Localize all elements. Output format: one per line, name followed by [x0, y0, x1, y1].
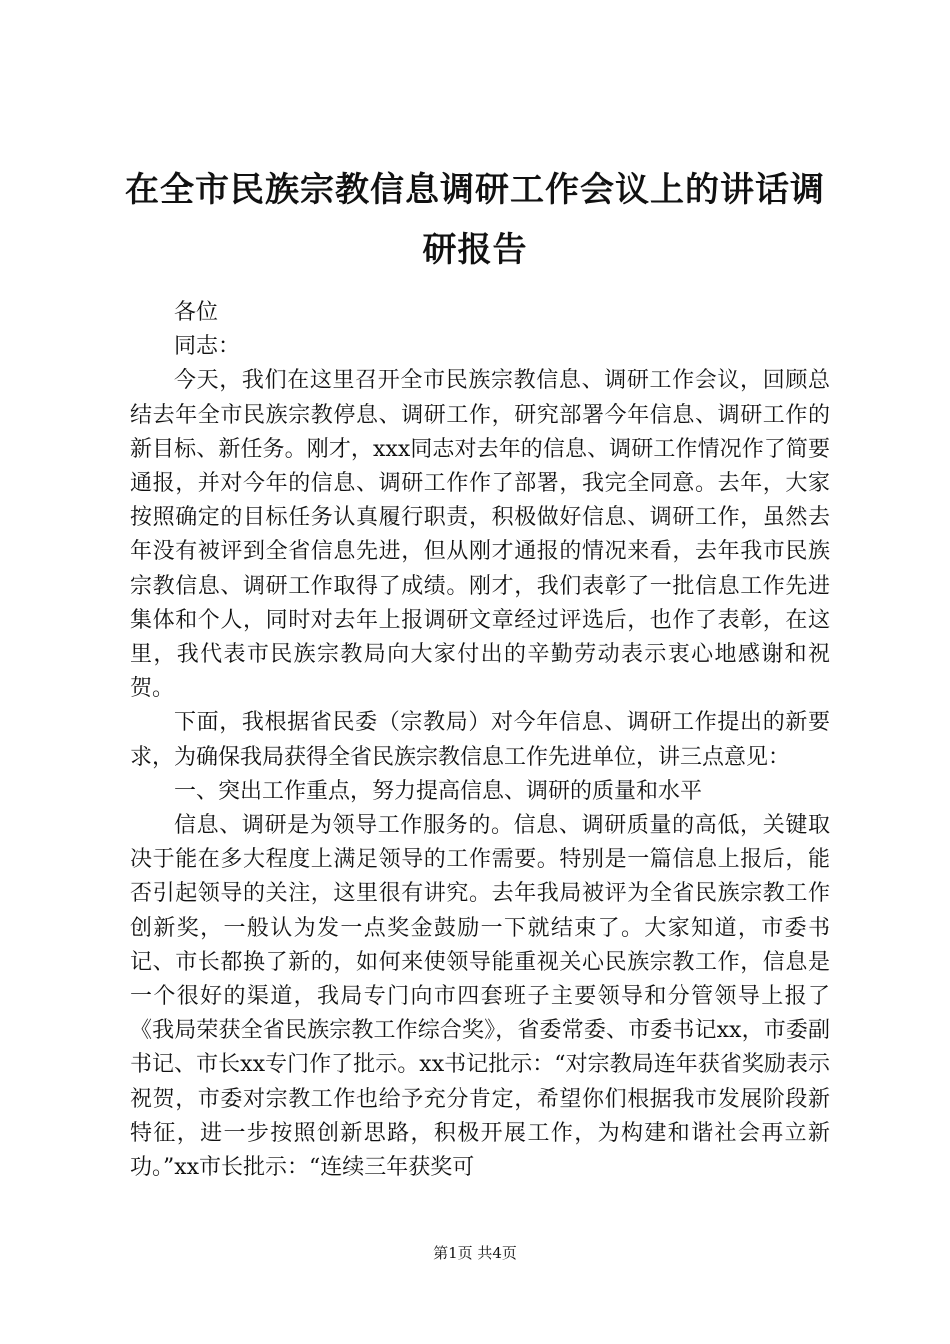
body-paragraph: 今天，我们在这里召开全市民族宗教信息、调研工作会议，回顾总结去年全市民族宗教停息、调研工作，研究部署今年信息、调研工作的新目标、新任务。刚才，xxx同志对去年的信息、调研工作情况作了简要通报，并对今年的信息、调研工作作了部署，我完全同意。去年，大家按照确定的目标任务认真履行职责，积极做好信息、调研工作，虽然去年没有被评到全省信息先进，但从刚才通报的情况来看，去年我市民族宗教信息、调研工作取得了成绩。刚才，我们表彰了一批信息工作先进集体和个人，同时对去年上报调研文章经过评选后，也作了表彰，在这里，我代表市民族宗教局向大家付出的辛勤劳动表示衷心地感谢和祝贺。	[130, 368, 830, 702]
body-paragraph: 信息、调研是为领导工作服务的。信息、调研质量的高低，关键取决于能在多大程度上满足领导的工作需要。特别是一篇信息上报后，能否引起领导的关注，这里很有讲究。去年我局被评为全省民族宗教工作创新奖，一般认为发一点奖金鼓励一下就结束了。大家知道，市委书记、市长都换了新的，如何来使领导能重视关心民族宗教工作，信息是一个很好的渠道，我局专门向市四套班子主要领导和分管领导上报了《我局荣获全省民族宗教工作综合奖》，省委常委、市委书记xx，市委副书记、市长xx专门作了批示。xx书记批示：“对宗教局连年获省奖励表示祝贺，市委对宗教工作也给予充分肯定，希望你们根据我市发展阶段新特征，进一步按照创新思路，积极开展工作，为构建和谐社会再立新功。”xx市长批示：“连续三年获奖可	[130, 813, 830, 1181]
body-paragraph: 下面，我根据省民委（宗教局）对今年信息、调研工作提出的新要求，为确保我局获得全省民族宗教信息工作先进单位，讲三点意见：	[130, 710, 830, 770]
salutation-line-2: 同志：	[174, 334, 241, 360]
section-heading: 一、突出工作重点，努力提高信息、调研的质量和水平	[174, 778, 703, 804]
page-footer: 第1页 共4页	[433, 1244, 517, 1262]
document-body	[130, 296, 830, 1185]
document-title: 在全市民族宗教信息调研工作会议上的讲话调研报告	[125, 170, 825, 270]
salutation-line-1: 各位	[174, 300, 219, 325]
